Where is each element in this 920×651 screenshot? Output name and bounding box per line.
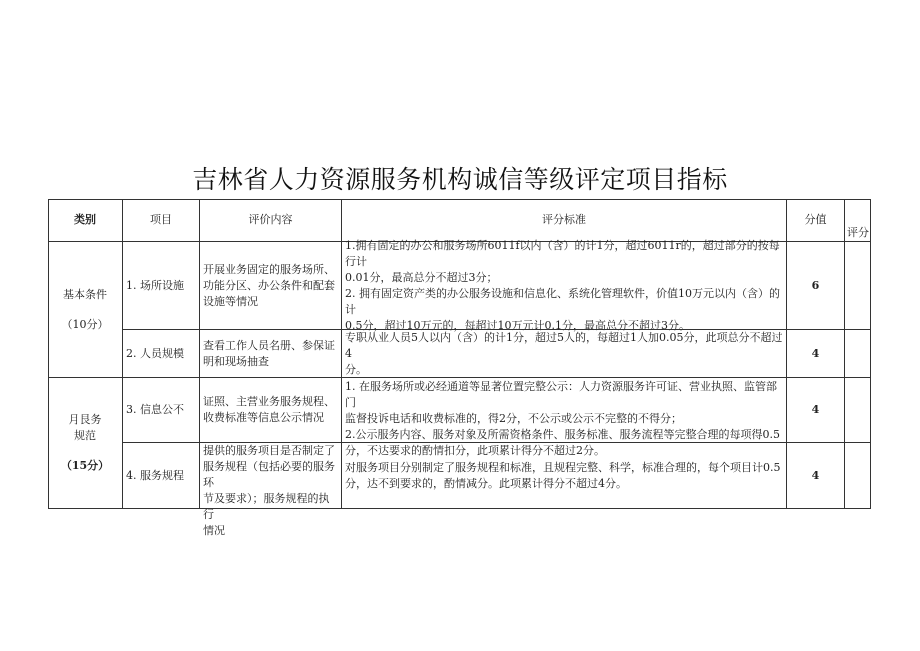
standard-line: 1. 在服务场所或必经通道等显著位置完整公示：人力资源服务许可证、营业执照、监管部门	[345, 380, 777, 409]
row-4-content	[199, 442, 341, 537]
content-line: 服务规程（包括必要的服务环	[203, 460, 335, 489]
row-1-rating	[844, 241, 870, 329]
row-3-rating	[844, 377, 870, 442]
standard-line: 分，不达要求的酌情扣分，此项累计得分不超过2分。	[345, 444, 605, 457]
standard-line: 2.公示服务内容、服务对象及所需资格条件、服务标准、服务流程等完整合理的每项得0.5	[345, 428, 780, 441]
criteria-table	[48, 199, 871, 537]
page-title: 吉林省人力资源服务机构诚信等级评定项目指标	[192, 165, 728, 194]
row-2-standard	[341, 329, 786, 377]
row-2-rating	[844, 329, 870, 377]
group-name-line1: 月艮务	[68, 413, 102, 426]
row-1-content: 开展业务固定的服务场所、功能分区、办公条件和配套设施等情况	[199, 241, 341, 329]
group-points: （15分）	[60, 459, 110, 472]
header-score: 分值	[786, 199, 844, 241]
content-line: 节及要求）；服务规程的执行	[203, 492, 330, 521]
row-4-standard	[341, 442, 786, 508]
group-basic-conditions	[48, 241, 122, 377]
table-border-right	[870, 199, 871, 509]
row-1-standard	[341, 238, 786, 332]
row-3-standard	[341, 377, 786, 457]
row-2-item: 2. 人员规模	[122, 329, 199, 377]
row-4-item: 4. 服务规程	[122, 442, 199, 508]
group-points: （10分）	[61, 317, 109, 331]
group-name: 基本条件	[63, 287, 107, 301]
header-standard: 评分标准	[341, 199, 786, 241]
header-rating: 评分	[847, 226, 869, 239]
table-border-bottom	[48, 508, 871, 509]
standard-line: 专职从业人员5人以内（含）的计1分，超过5人的，每超过1人加0.05分，此项总分不超过4	[345, 330, 783, 360]
standard-line: 分。	[345, 362, 367, 376]
row-2-content: 查看工作人员名册、参保证明和现场抽查	[199, 329, 341, 377]
row-2-score: 4	[786, 329, 844, 377]
row-4-score: 4	[786, 442, 844, 508]
content-line: 提供的服务项目是否制定了	[203, 444, 335, 457]
standard-line: 1.拥有固定的办公和服务场所6011f以内（含）的计1分，超过6011r的，超过部分的按每行计	[345, 238, 780, 268]
header-item: 项目	[122, 199, 199, 241]
header-category: 类别	[74, 213, 96, 226]
row-1-item: 1. 场所设施	[122, 241, 199, 329]
content-line: 情况	[203, 524, 225, 537]
standard-line: 2. 拥有固定资产类的办公服务设施和信息化、系统化管理软件，价值10万元以内（含）的计	[345, 286, 780, 316]
row-4-rating	[844, 442, 870, 508]
standard-line: 对服务项目分别制定了服务规程和标准，且规程完整、科学，标准合理的，每个项目计0.5	[345, 460, 781, 474]
standard-line: 0.01分，最高总分不超过3分；	[345, 270, 498, 284]
standard-line: 0.5分，超过10万元的，每超过10万元计0.1分，最高总分不超过3分。	[345, 318, 690, 332]
row-3-score: 4	[786, 377, 844, 442]
standard-line: 监督投诉电话和收费标准的，得2分，不公示或公示不完整的不得分；	[345, 412, 682, 425]
group-service-standards	[48, 377, 122, 508]
row-3-content: 证照、主营业务服务规程、收费标准等信息公示情况	[199, 377, 341, 442]
header-rating-cell	[844, 199, 870, 241]
standard-line: 分，达不到要求的，酌情减分。此项累计得分不超过4分。	[345, 476, 627, 490]
row-3-item: 3. 信息公不	[122, 377, 199, 442]
row-1-score: 6	[786, 241, 844, 329]
header-content: 评价内容	[199, 199, 341, 241]
group-name-line2: 规范	[74, 429, 96, 442]
